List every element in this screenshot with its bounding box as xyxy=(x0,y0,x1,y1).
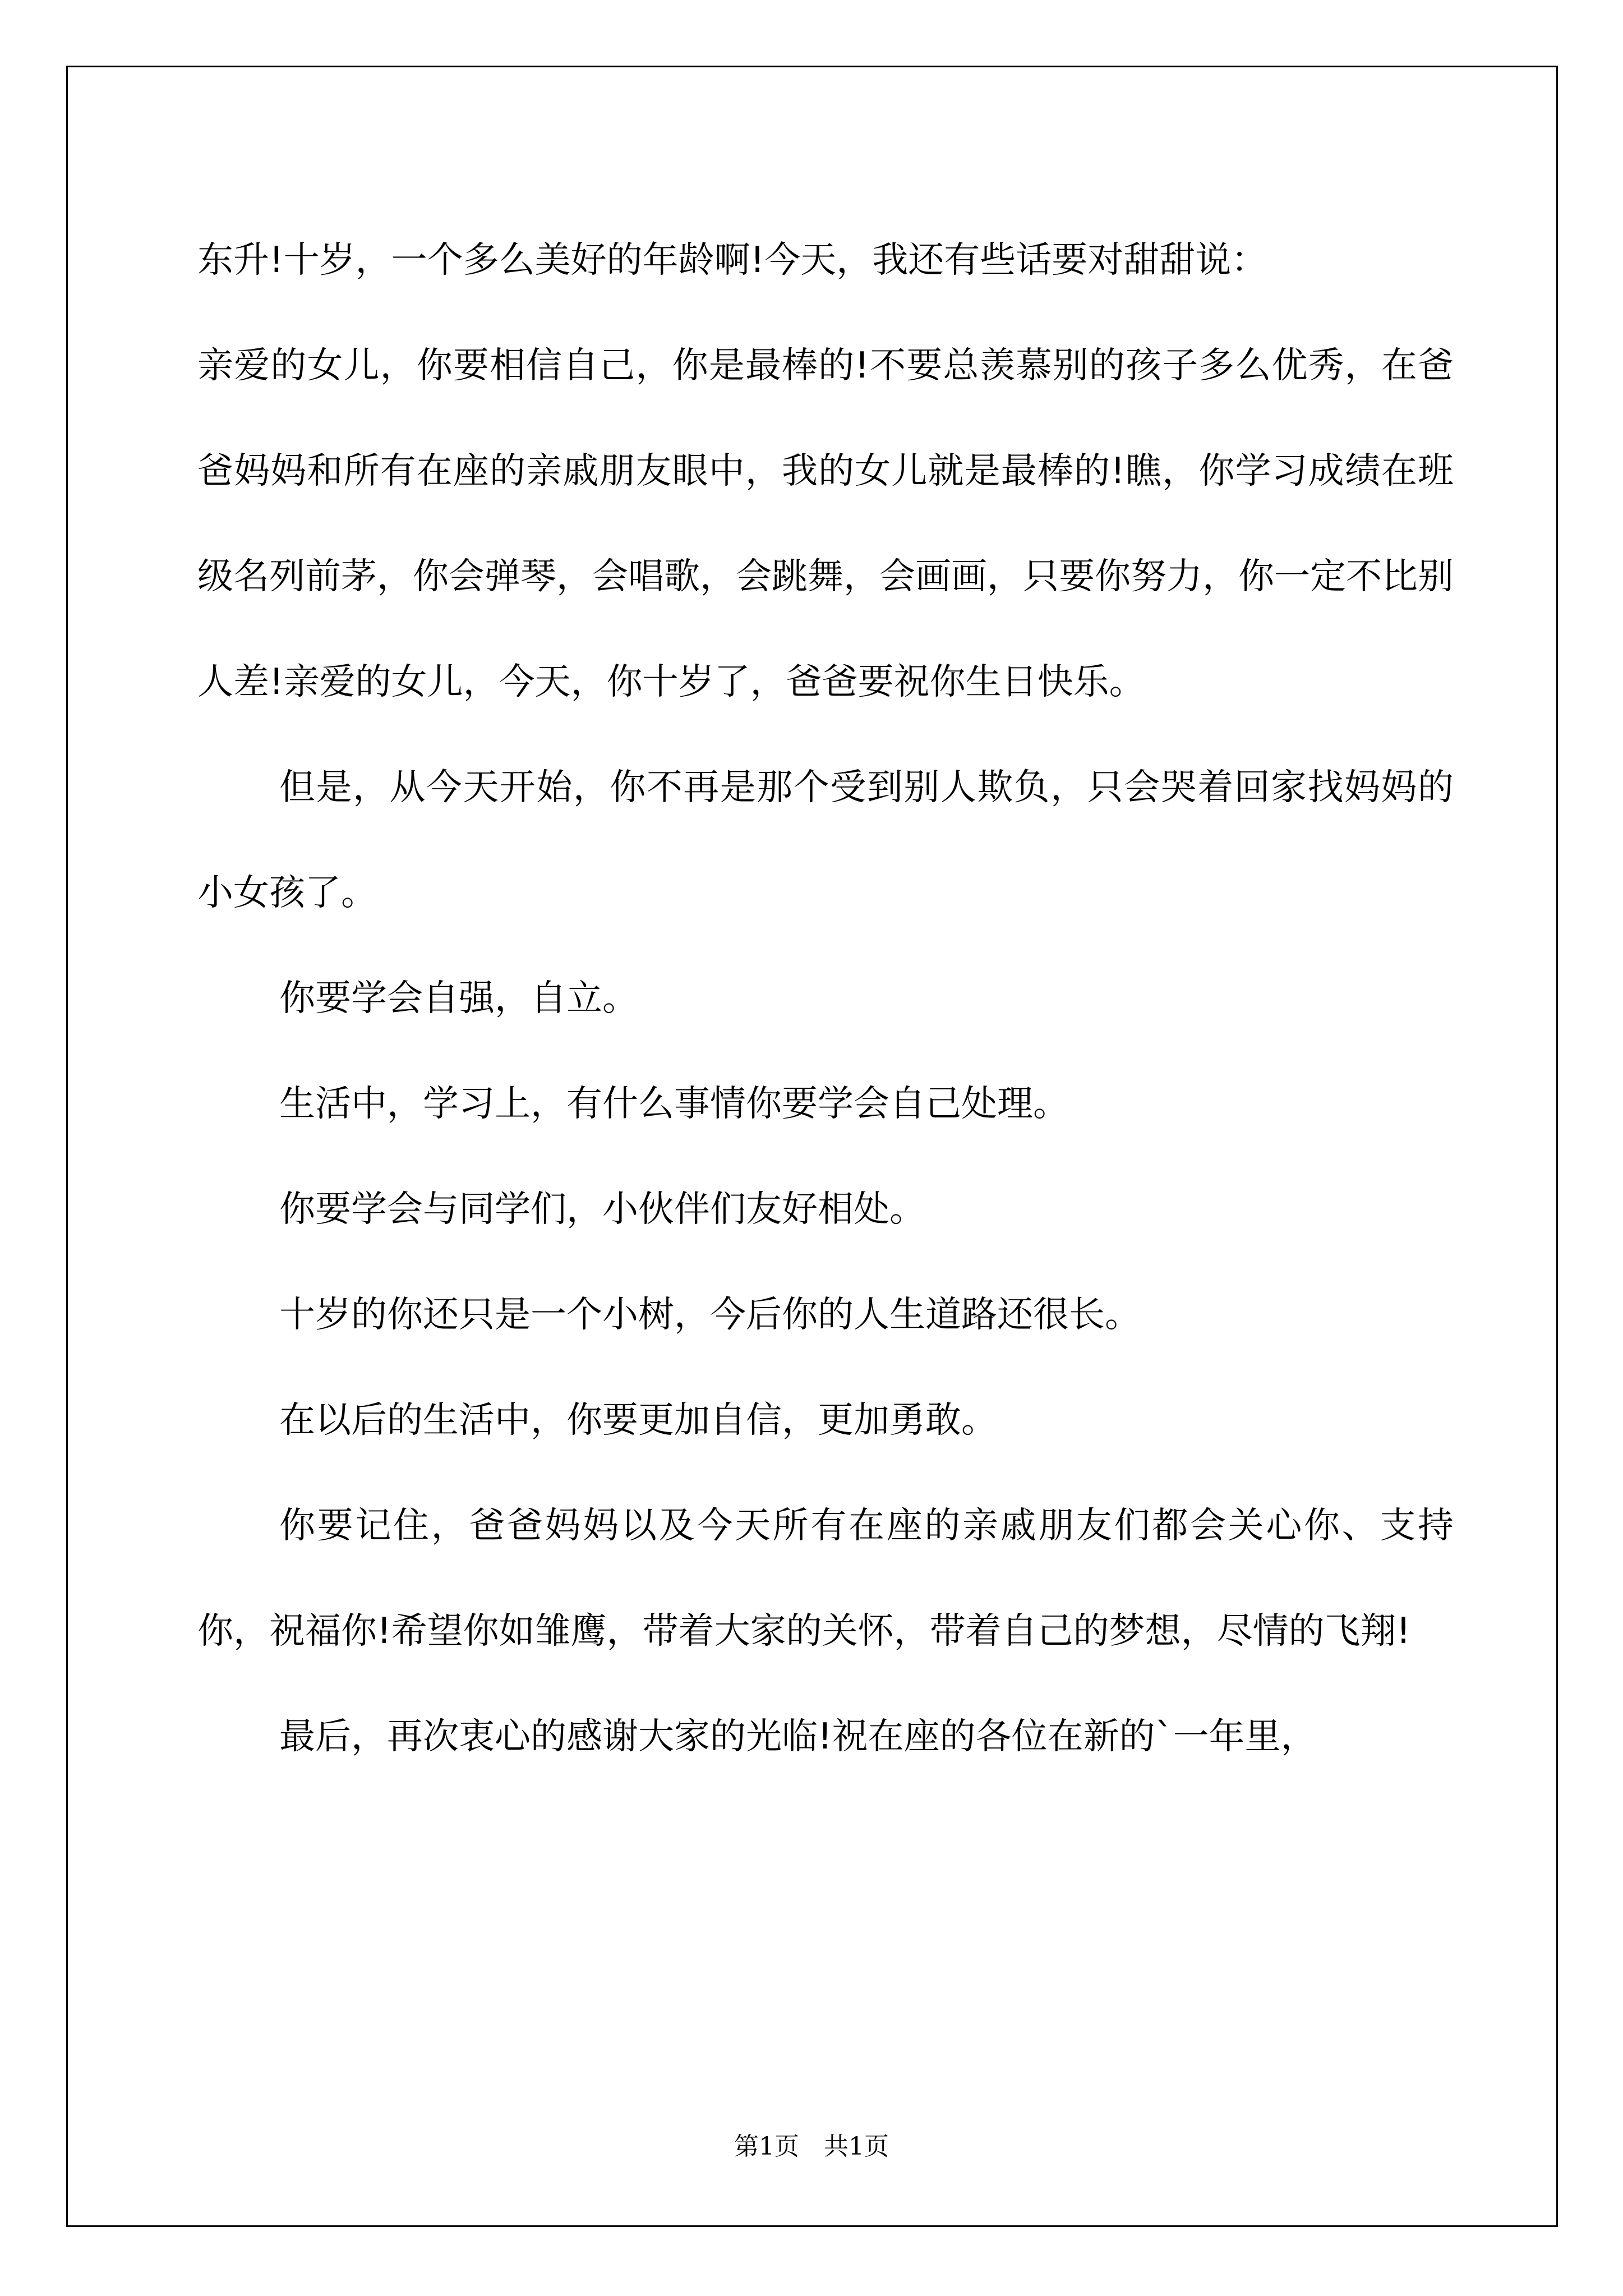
paragraph-8: 在以后的生活中，你要更加自信，更加勇敢。 xyxy=(279,1400,997,1441)
paragraph-3: 但是，从今天开始，你不再是那个受到别人欺负，只会哭着回家找妈妈的小女孩了。 xyxy=(197,767,1454,914)
paragraph-5: 生活中，学习上，有什么事情你要学会自己处理。 xyxy=(279,1083,1069,1125)
paragraph-2: 亲爱的女儿，你要相信自己，你是最棒的!不要总羡慕别的孩子多么优秀，在爸爸妈妈和所有在座的亲戚朋友眼中，我的女儿就是最棒的!瞧，你学习成绩在班级名列前茅，你会弹琴，会唱歌，会跳舞，会画画，只要你努力，你一定不比别人差!亲爱的女儿，今天，你十岁了，爸爸要祝你生日快乐。 xyxy=(197,345,1454,703)
page-footer: 第1页 共1页 xyxy=(734,2132,889,2161)
paragraph-4: 你要学会自强，自立。 xyxy=(279,978,638,1019)
paragraph-9: 你要记住，爸爸妈妈以及今天所有在座的亲戚朋友们都会关心你、支持你，祝福你!希望你如雏鹰，带着大家的关怀，带着自己的梦想，尽情的飞翔! xyxy=(197,1505,1454,1652)
paragraph-10: 最后，再次衷心的感谢大家的光临!祝在座的各位在新的`一年里， xyxy=(279,1716,1317,1757)
document-body xyxy=(197,208,1454,1789)
paragraph-6: 你要学会与同学们，小伙伴们友好相处。 xyxy=(279,1189,925,1230)
paragraph-7: 十岁的你还只是一个小树，今后你的人生道路还很长。 xyxy=(279,1294,1141,1336)
paragraph-1: 东升!十岁，一个多么美好的年龄啊!今天，我还有些话要对甜甜说： xyxy=(197,240,1267,281)
